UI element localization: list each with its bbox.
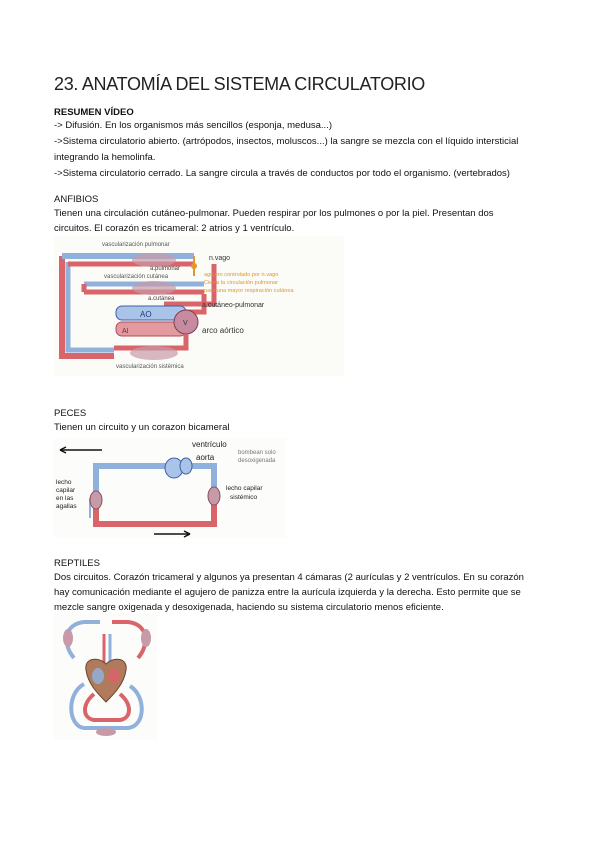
- pulmonary-capillary-bed: [132, 253, 176, 267]
- label-vasc-pulmonar: vascularización pulmonar: [102, 242, 170, 248]
- peces-line-1: Tienen un circuito y un corazon bicameral: [54, 422, 230, 433]
- systemic-capillary-bed: [130, 346, 178, 360]
- note-line-1: agujero controlado por n.vago: [204, 272, 279, 278]
- resumen-heading: RESUMEN VÍDEO: [54, 107, 134, 118]
- label-lecho-sistemico-1: lecho capilar: [226, 485, 263, 492]
- peces-diagram: [54, 438, 286, 538]
- anfibios-line-2: circuitos. El corazón es tricameral: 2 atrios y 1 ventrículo.: [54, 223, 295, 234]
- label-lecho-sistemico-2: sistémico: [230, 494, 258, 501]
- fish-heart-ventricle: [180, 458, 192, 474]
- anfibios-diagram: [54, 236, 344, 376]
- reptiles-heading: REPTILES: [54, 558, 100, 569]
- label-aorta: aorta: [196, 453, 215, 462]
- label-a-pulmonar: a.pulmonar: [150, 266, 181, 272]
- label-a-cutaneo-pulmonar: a.cutáneo-pulmonar: [202, 302, 265, 309]
- page-title: 23. ANATOMÍA DEL SISTEMA CIRCULATORIO: [54, 74, 426, 94]
- peces-heading: PECES: [54, 408, 87, 419]
- resumen-line-2: ->Sistema circulatorio abierto. (artrópodos, insectos, moluscos...) la sangre se mezcla con el líquido intersticial: [54, 136, 519, 147]
- resumen-line-4: ->Sistema circulatorio cerrado. La sangre circula a través de conductos por todo el organismo. (vertebrados): [54, 168, 510, 179]
- gill-capillary-bed: [90, 491, 102, 509]
- label-ao: AO: [140, 310, 152, 319]
- systemic-capillary-bed-reptile: [96, 728, 116, 736]
- cutaneous-capillary-bed: [132, 281, 176, 295]
- systemic-capillary-bed-fish: [208, 487, 220, 505]
- note-line-3: para una mayor respiración cutánea: [204, 288, 294, 294]
- label-bombean: bombean solo: [238, 450, 276, 456]
- label-lecho-agallas-1: lecho: [56, 479, 72, 486]
- label-vasc-cutanea: vascularización cutánea: [104, 274, 169, 280]
- label-desoxigenada: desoxigenada: [238, 458, 276, 464]
- label-ai: AI: [122, 328, 129, 335]
- label-lecho-agallas-2: capilar: [56, 487, 76, 494]
- resumen-line-3: integrando la hemolinfa.: [54, 152, 156, 163]
- reptiles-line-2: hay comunicación mediante el agujero de panizza entre la aurícula izquierda y la derecha. Esto permite que se: [54, 587, 521, 598]
- label-n-vago: n.vago: [209, 255, 231, 262]
- label-v: V: [183, 320, 188, 327]
- label-vasc-sistemica: vascularización sistémica: [116, 364, 184, 370]
- resumen-line-1: -> Difusión. En los organismos más sencillos (esponja, medusa...): [54, 120, 332, 131]
- label-ventriculo: ventrículo: [192, 440, 227, 449]
- reptiles-diagram: [54, 614, 158, 740]
- label-a-cutanea: a.cutánea: [148, 296, 175, 302]
- lung-right: [141, 629, 151, 647]
- anfibios-heading: ANFIBIOS: [54, 194, 99, 205]
- reptiles-line-3: mezcle sangre oxigenada y desoxigenada, haciendo su sistema circulatorio menos eficiente.: [54, 602, 444, 613]
- note-line-2: Cierra la circulación pulmonar: [204, 280, 278, 286]
- reptiles-line-1: Dos circuitos. Corazón tricameral y algunos ya presentan 4 cámaras (2 aurículas y 2 ventrículos. En su corazón: [54, 572, 524, 583]
- label-arco-aortico: arco aórtico: [202, 326, 244, 335]
- lung-left: [63, 629, 73, 647]
- label-lecho-agallas-4: agallas: [56, 503, 77, 510]
- label-lecho-agallas-3: en las: [56, 495, 74, 502]
- anfibios-line-1: Tienen una circulación cutáneo-pulmonar. Pueden respirar por los pulmones o por la piel. Presentan dos: [54, 208, 494, 219]
